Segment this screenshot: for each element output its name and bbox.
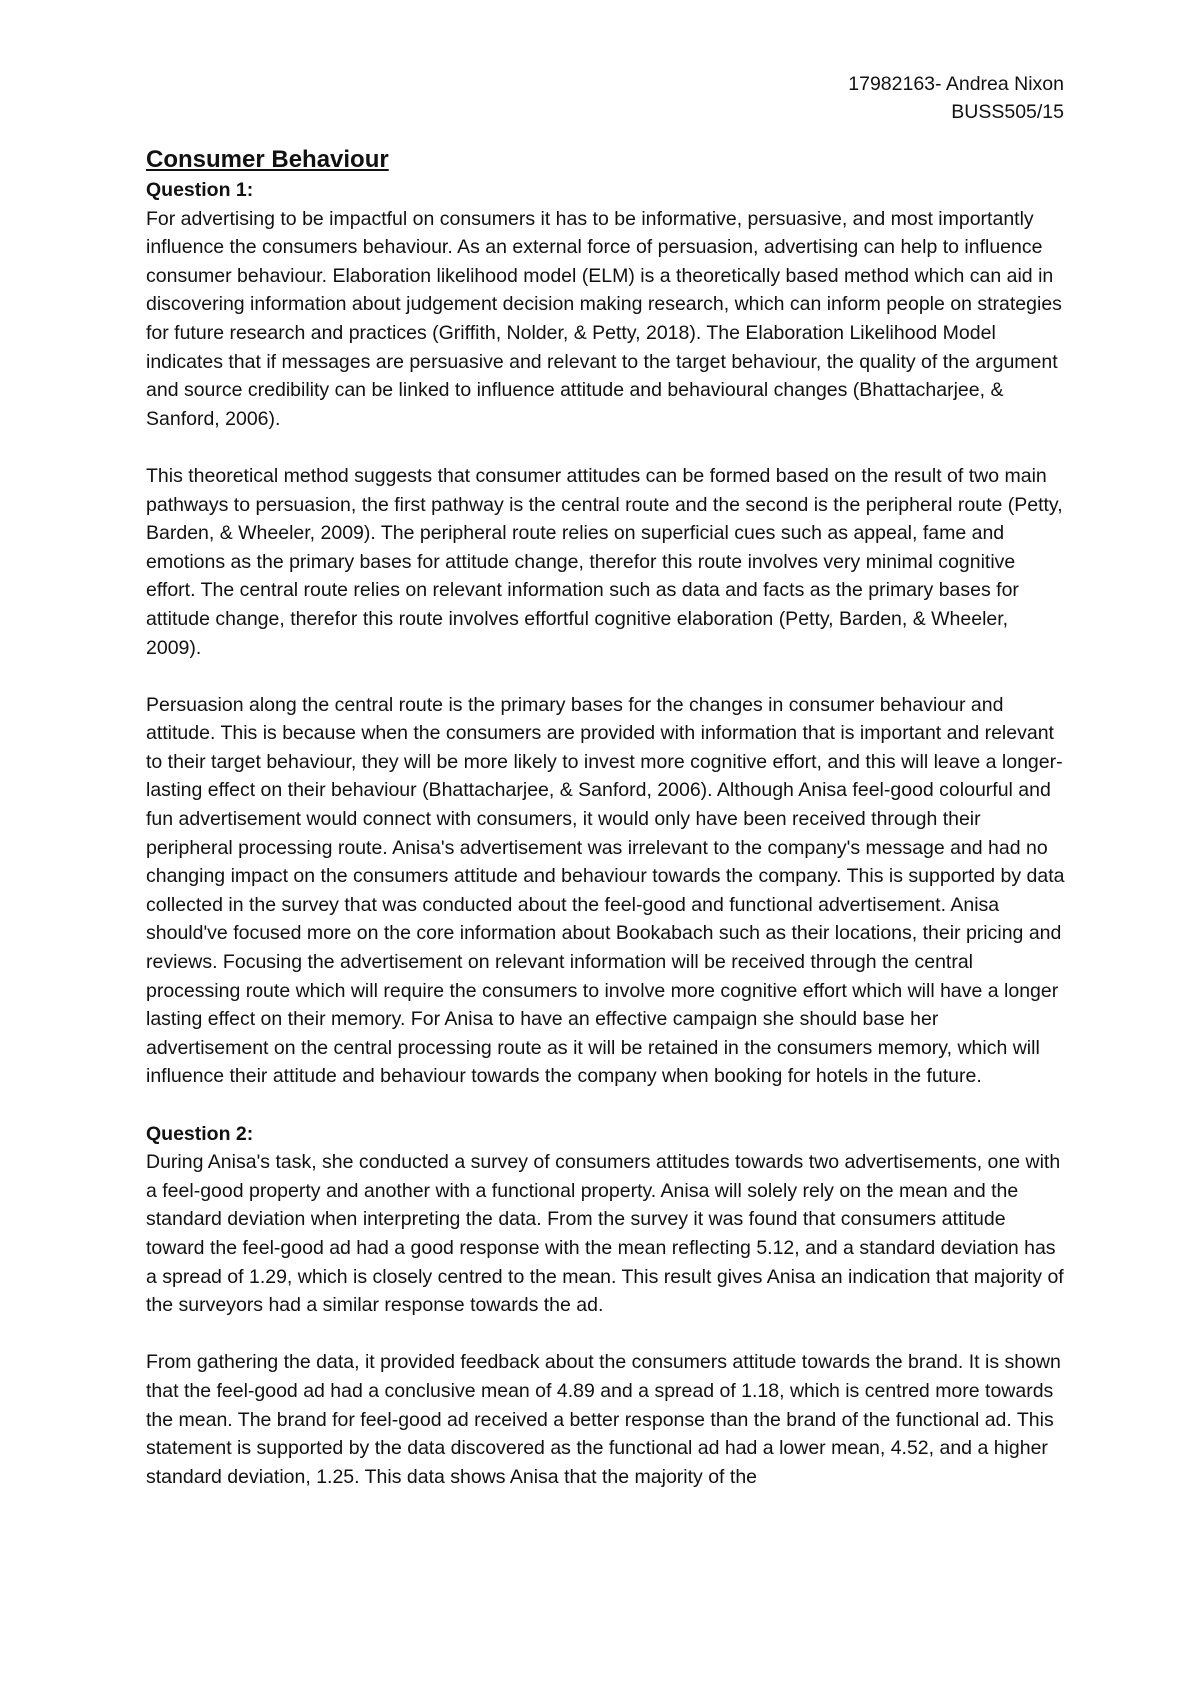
paragraph-spacer (146, 662, 1066, 691)
document-title: Consumer Behaviour (146, 146, 389, 173)
question-2-heading: Question 2: (146, 1122, 254, 1145)
paragraph-spacer (146, 433, 1066, 462)
paragraph-spacer (146, 1320, 1066, 1349)
document-body (146, 144, 1066, 1491)
course-code: BUSS505/15 (951, 101, 1064, 123)
paragraph-spacer (146, 1091, 1066, 1120)
question-1-paragraph-3: Persuasion along the central route is the primary bases for the changes in consumer behaviour and attitude. This is because when the consumers are provided with information that is important and relevant to their target behaviour, they will be more likely to invest more cognitive effort, and this will leave a longer-lasting effect on their behaviour (Bhattacharjee, & Sanford, 2006). Although Anisa feel-good colourful and fun advertisement would connect with consumers, it would only have been received through their peripheral processing route. Anisa's advertisement was irrelevant to the company's message and had no changing impact on the consumers attitude and behaviour towards the company. This is supported by data collected in the survey that was conducted about the feel-good and functional advertisement. Anisa should've focused more on the core information about Bookabach such as their locations, their pricing and reviews. Focusing the advertisement on relevant information will be received through the central processing route which will require the consumers to involve more cognitive effort which will have a longer lasting effect on their memory. For Anisa to have an effective campaign she should base her advertisement on the central processing route as it will be retained in the consumers memory, which will influence their attitude and behaviour towards the company when booking for hotels in the future. (146, 693, 1065, 1088)
question-2-paragraph-2: From gathering the data, it provided feedback about the consumers attitude towards the brand. It is shown that the feel-good ad had a conclusive mean of 4.89 and a spread of 1.18, which is centred more towards the mean. The brand for feel-good ad received a better response than the brand of the functional ad. This statement is supported by the data discovered as the functional ad had a lower mean, 4.52, and a higher standard deviation, 1.25. This data shows Anisa that the majority of the (146, 1351, 1061, 1488)
question-2-paragraph-1: During Anisa's task, she conducted a survey of consumers attitudes towards two advertisements, one with a feel-good property and another with a functional property. Anisa will solely rely on the mean and the standard deviation when interpreting the data. From the survey it was found that consumers attitude toward the feel-good ad had a good response with the mean reflecting 5.12, and a standard deviation has a spread of 1.29, which is closely centred to the mean. This result gives Anisa an indication that majority of the surveyors had a similar response towards the ad. (146, 1151, 1064, 1317)
question-1-heading: Question 1: (146, 179, 254, 201)
page-header (848, 70, 1064, 126)
question-1-paragraph-1: For advertising to be impactful on consumers it has to be informative, persuasive, and most importantly influence the consumers behaviour. As an external force of persuasion, advertising can help to influence consumer behaviour. Elaboration likelihood model (ELM) is a theoretically based method which can aid in discovering information about judgement decision making research, which can inform people on strategies for future research and practices (Griffith, Nolder, & Petty, 2018). The Elaboration Likelihood Model indicates that if messages are persuasive and relevant to the target behaviour, the quality of the argument and source credibility can be linked to influence attitude and behavioural changes (Bhattacharjee, & Sanford, 2006). (146, 207, 1062, 430)
question-1-paragraph-2: This theoretical method suggests that consumer attitudes can be formed based on the result of two main pathways to persuasion, the first pathway is the central route and the second is the peripheral route (Petty, Barden, & Wheeler, 2009). The peripheral route relies on superficial cues such as appeal, fame and emotions as the primary bases for attitude change, therefor this route involves very minimal cognitive effort. The central route relies on relevant information such as data and facts as the primary bases for attitude change, therefor this route involves effortful cognitive elaboration (Petty, Barden, & Wheeler, 2009). (146, 464, 1063, 659)
author-line: 17982163- Andrea Nixon (848, 73, 1064, 95)
